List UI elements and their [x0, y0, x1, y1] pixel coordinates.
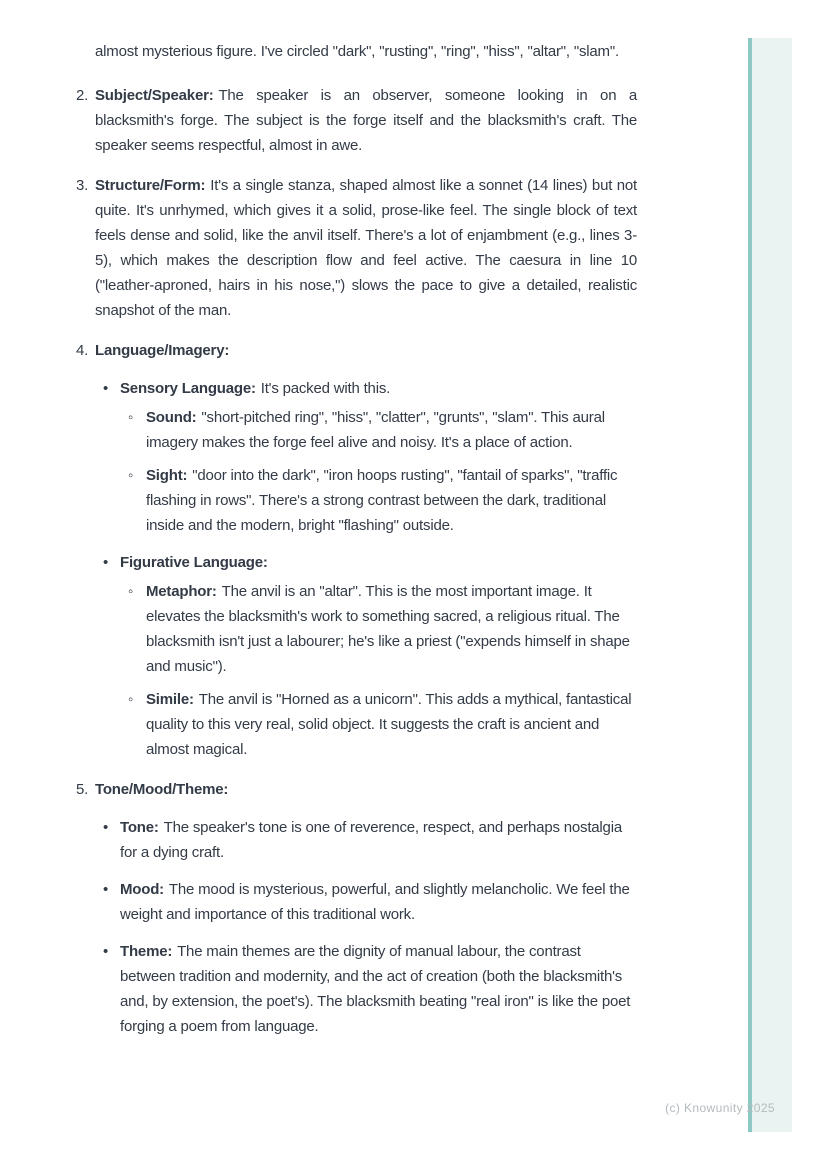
- list-item-tone-mood-theme: [76, 777, 637, 1039]
- bullet-dot-icon: •: [103, 380, 109, 397]
- intro-paragraph: almost mysterious figure. I've circled "dark", "rusting", "ring", "hiss", "altar", "slam".: [95, 43, 619, 60]
- sub-bullet-body: [146, 463, 637, 538]
- bullet-text: The mood is mysterious, powerful, and slightly melancholic. We feel the weight and importance of this traditional work.: [120, 881, 630, 923]
- sub-bullet-paragraph: [146, 687, 637, 762]
- bullet-label: Theme:: [120, 943, 173, 960]
- circle-bullet-icon: ◦: [128, 583, 134, 600]
- sub-bullet-body: [146, 687, 637, 762]
- bullet-dot-icon: •: [103, 943, 109, 960]
- bullet-text: It's packed with this.: [260, 380, 391, 397]
- item-label: Tone/Mood/Theme:: [95, 781, 229, 798]
- bullet-body: [120, 550, 637, 762]
- list-number: 5.: [76, 781, 89, 798]
- bullet-dot-icon: •: [103, 554, 109, 571]
- circle-bullet-icon: ◦: [128, 409, 134, 426]
- sub-bullet-body: [146, 579, 637, 679]
- bullet-item-mood: [103, 877, 637, 927]
- item-label: Structure/Form:: [95, 177, 206, 194]
- item-label: Language/Imagery:: [95, 342, 230, 359]
- bullet-label: Mood:: [120, 881, 164, 898]
- list-number: 4.: [76, 342, 89, 359]
- sub-bullet-item-simile: [128, 687, 637, 762]
- sub-bullet-item-sound: [128, 405, 637, 455]
- sub-bullet-paragraph: [146, 579, 637, 679]
- bullet-text: The speaker's tone is one of reverence, respect, and perhaps nostalgia for a dying craft.: [120, 819, 622, 861]
- item-text: The speaker is an observer, someone looking in on a blacksmith's forge. The subject is the forge itself and the blacksmith's craft. The speaker seems respectful, almost in awe.: [95, 87, 637, 154]
- sub-bullet-item-sight: [128, 463, 637, 538]
- sub-bullet-text: "door into the dark", "iron hoops rusting", "fantail of sparks", "traffic flashing in rows". There's a strong contrast between the dark, traditional inside and the modern, bright "flashing" outside.: [146, 467, 618, 534]
- bullet-list: [95, 376, 637, 762]
- bullet-label: Tone:: [120, 819, 159, 836]
- list-number: 2.: [76, 87, 89, 104]
- item-paragraph: [95, 173, 637, 323]
- item-text: It's a single stanza, shaped almost like a sonnet (14 lines) but not quite. It's unrhymed, which gives it a solid, prose-like feel. The single block of text feels dense and solid, like the anvil itself. There's a lot of enjambment (e.g., lines 3-5), which makes the description flow and feel active. The caesura in line 10 ("leather-aproned, hairs in his nose,") slows the pace to give a detailed, realistic snapshot of the man.: [95, 177, 637, 319]
- sub-bullet-text: The anvil is an "altar". This is the most important image. It elevates the blacksmith's work to something sacred, a religious ritual. The blacksmith isn't just a labourer; he's like a priest ("expends himself in shape and music").: [146, 583, 630, 675]
- bullet-item-theme: [103, 939, 637, 1039]
- bullet-paragraph: [120, 376, 637, 401]
- bullet-body: [120, 376, 637, 538]
- bullet-label: Sensory Language:: [120, 380, 256, 397]
- sub-bullet-paragraph: [146, 405, 637, 455]
- sub-bullet-text: "short-pitched ring", "hiss", "clatter", "grunts", "slam". This aural imagery makes the forge feel alive and noisy. It's a place of action.: [146, 409, 605, 451]
- bullet-item-sensory-language: [103, 376, 637, 538]
- bullet-item-tone: [103, 815, 637, 865]
- item-paragraph: [95, 83, 637, 158]
- list-item-structure-form: [76, 173, 637, 323]
- sub-bullet-text: The anvil is "Horned as a unicorn". This adds a mythical, fantastical quality to this very real, solid object. It suggests the craft is ancient and almost magical.: [146, 691, 632, 758]
- bullet-body: [120, 939, 637, 1039]
- sub-bullet-label: Simile:: [146, 691, 194, 708]
- knowunity-watermark: (c) Knowunity 2025: [665, 1101, 775, 1115]
- right-accent-bar: [748, 38, 792, 1132]
- bullet-paragraph: [120, 877, 637, 927]
- sub-bullet-paragraph: [146, 463, 637, 538]
- document-content: [76, 39, 637, 1039]
- bullet-paragraph: [120, 939, 637, 1039]
- sub-bullet-list: [120, 579, 637, 762]
- bullet-paragraph: [120, 550, 637, 575]
- bullet-label: Figurative Language:: [120, 554, 268, 571]
- bullet-item-figurative-language: [103, 550, 637, 762]
- bullet-dot-icon: •: [103, 881, 109, 898]
- list-item-subject-speaker: [76, 83, 637, 158]
- bullet-paragraph: [120, 815, 637, 865]
- sub-bullet-list: [120, 405, 637, 538]
- bullet-dot-icon: •: [103, 819, 109, 836]
- sub-bullet-item-metaphor: [128, 579, 637, 679]
- item-paragraph: [95, 777, 637, 802]
- bullet-list: [95, 815, 637, 1039]
- bullet-body: [120, 815, 637, 865]
- item-paragraph: [95, 338, 637, 363]
- list-item-language-imagery: [76, 338, 637, 762]
- sub-bullet-label: Sound:: [146, 409, 197, 426]
- sub-bullet-body: [146, 405, 637, 455]
- circle-bullet-icon: ◦: [128, 467, 134, 484]
- circle-bullet-icon: ◦: [128, 691, 134, 708]
- list-number: 3.: [76, 177, 89, 194]
- bullet-text: The main themes are the dignity of manual labour, the contrast between tradition and modernity, and the act of creation (both the blacksmith's and, by extension, the poet's). The blacksmith beating "real iron" is like the poet forging a poem from language.: [120, 943, 631, 1035]
- sub-bullet-label: Metaphor:: [146, 583, 217, 600]
- item-label: Subject/Speaker:: [95, 87, 214, 104]
- sub-bullet-label: Sight:: [146, 467, 188, 484]
- bullet-body: [120, 877, 637, 927]
